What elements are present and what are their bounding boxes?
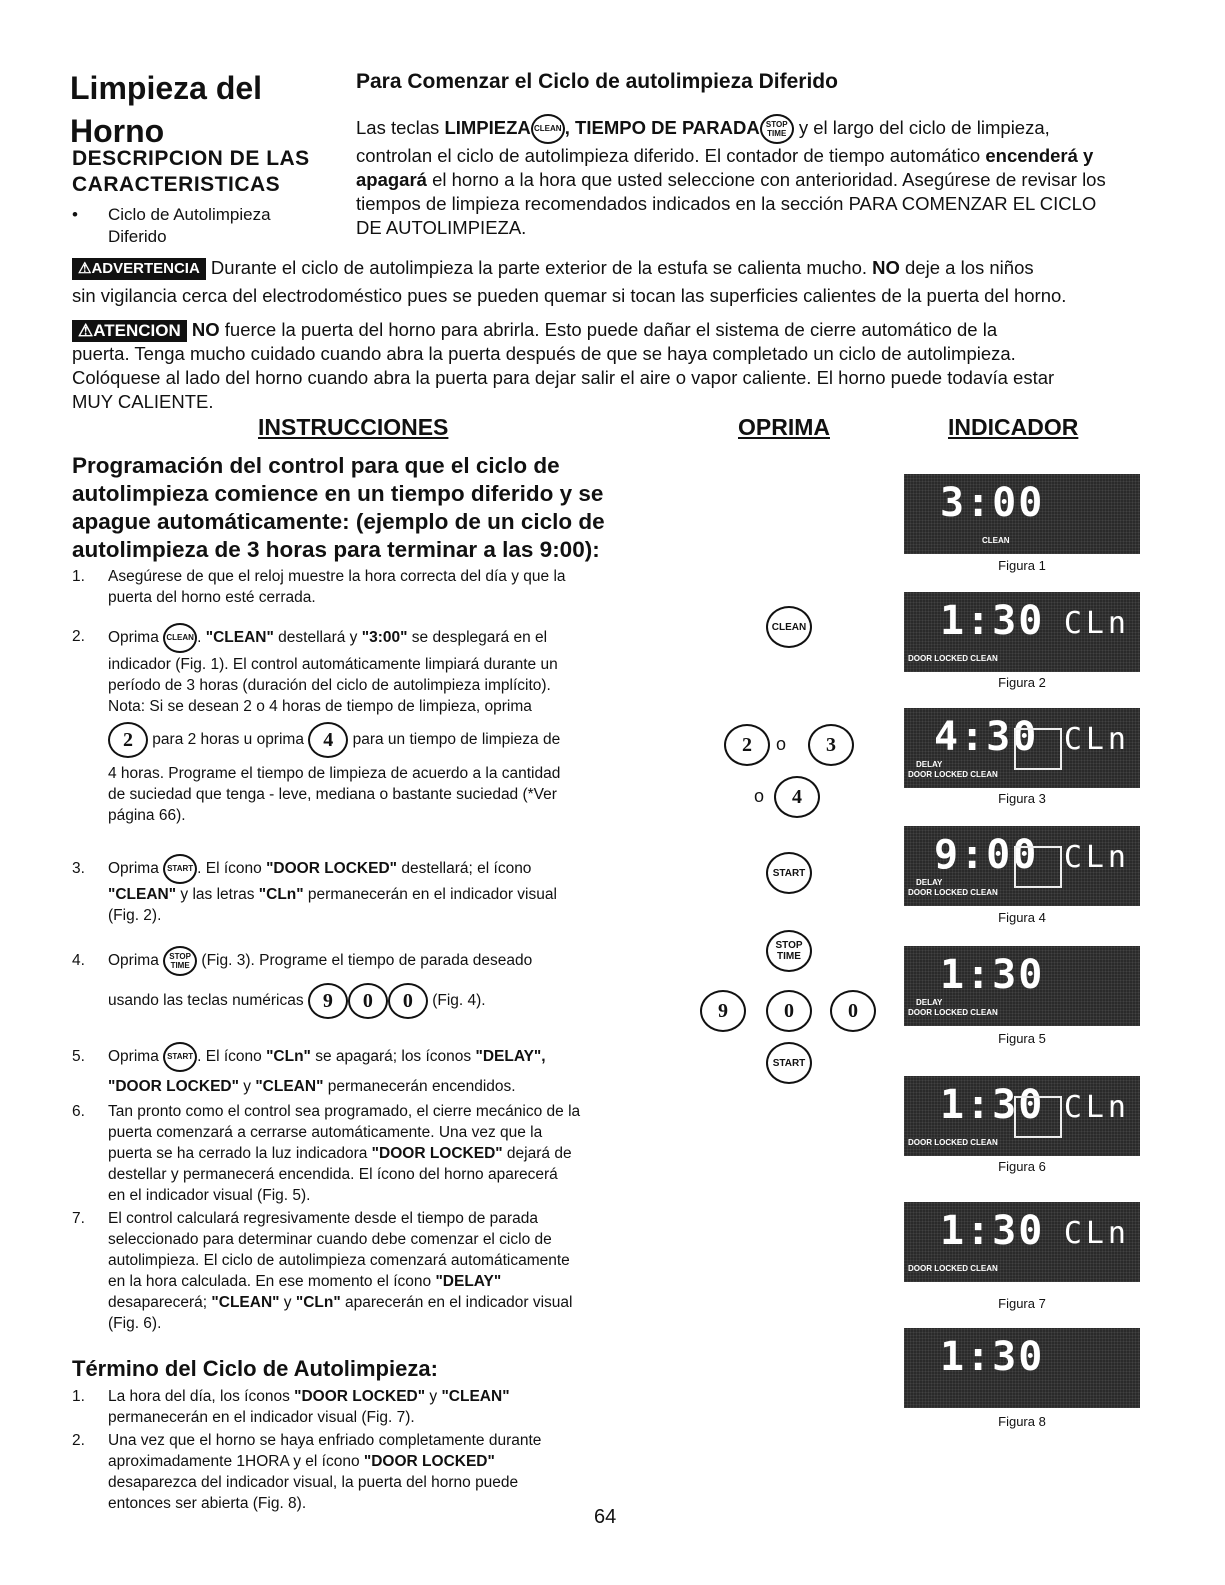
column-header-press: OPRIMA xyxy=(738,414,830,440)
display-figure-5 xyxy=(904,946,1140,1026)
display-icon-clean: CLEAN xyxy=(970,770,998,779)
step-number: 6. xyxy=(72,1103,85,1120)
step-line xyxy=(108,884,672,905)
column-header-instructions: INSTRUCCIONES xyxy=(258,414,449,440)
text: "CLEAN" xyxy=(441,1388,510,1405)
display-time: 1:30 xyxy=(940,1082,1045,1128)
warning-triangle-icon: ⚠ xyxy=(78,321,94,341)
text: y xyxy=(238,1078,256,1096)
step-2 xyxy=(72,622,672,826)
text: en la hora calculada. En ese momento el ícono xyxy=(108,1273,436,1290)
step-line xyxy=(108,1451,672,1472)
text: Oprima xyxy=(108,860,164,878)
step-number: 5. xyxy=(72,1048,85,1065)
text: y las letras xyxy=(176,886,259,904)
program-heading xyxy=(72,452,605,564)
intro-line: DE AUTOLIMPIEZA. xyxy=(356,217,527,239)
step-number: 4. xyxy=(72,952,85,969)
start-key-icon: START xyxy=(163,854,197,884)
list-item-line: Diferido xyxy=(108,227,167,246)
text: "DELAY", xyxy=(475,1048,546,1066)
text: desaparecerá; xyxy=(108,1294,212,1311)
step-line: desaparezca del indicador visual, la puerta del horno puede xyxy=(108,1474,519,1491)
text: (Fig. 4). xyxy=(427,992,486,1009)
text: NO xyxy=(191,319,220,340)
display-icon-door-locked: DOOR LOCKED xyxy=(908,654,968,663)
text: NO xyxy=(872,257,900,278)
text: "DOOR LOCKED" xyxy=(371,1145,503,1162)
step-line: Una vez que el horno se haya enfriado completamente durante xyxy=(108,1432,542,1449)
end-heading: Término del Ciclo de Autolimpieza: xyxy=(72,1356,438,1381)
step-line xyxy=(108,622,672,654)
step-line xyxy=(108,1271,672,1292)
display-figure-1 xyxy=(904,474,1140,554)
step-line xyxy=(108,1386,672,1407)
display-icons xyxy=(908,1264,998,1273)
text: dejará de xyxy=(502,1145,572,1162)
features-list xyxy=(72,204,271,248)
list-item-line: Ciclo de Autolimpieza xyxy=(108,205,271,224)
number-key-0-icon: 0 xyxy=(348,983,388,1019)
text: aproximadamente 1HORA y el ícono xyxy=(108,1453,364,1470)
end-step-2 xyxy=(72,1430,672,1514)
caution-badge xyxy=(72,320,187,342)
text: puerta se ha cerrado la luz indicadora xyxy=(108,1145,372,1162)
text: controlan el ciclo de autolimpieza diferido. El contador de tiempo automático xyxy=(356,145,986,167)
warning-badge xyxy=(72,258,206,280)
heading-line: autolimpieza comience en un tiempo diferido y se xyxy=(72,481,604,506)
number-key-2-icon: 2 xyxy=(108,722,148,758)
text: y xyxy=(425,1388,442,1405)
step-6 xyxy=(72,1101,672,1206)
display-icons xyxy=(908,1008,998,1017)
display-icon-clean: CLEAN xyxy=(970,1008,998,1017)
step-5 xyxy=(72,1042,672,1097)
text: para 2 horas u oprima xyxy=(148,731,309,748)
key-label: STOP xyxy=(775,940,803,951)
number-key-9-icon: 9 xyxy=(308,983,348,1019)
figure-caption: Figura 6 xyxy=(998,1159,1046,1174)
text: aparecerán en el indicador visual xyxy=(340,1294,573,1311)
text: para un tiempo de limpieza de xyxy=(348,731,561,748)
text: destellará y xyxy=(273,629,362,646)
caution-line: puerta. Tenga mucho cuidado cuando abra la puerta después de que se haya completado un ciclo de autolimpieza. xyxy=(72,343,1016,365)
column-header-indicator: INDICADOR xyxy=(948,414,1079,440)
text: destellará; el ícono xyxy=(397,860,532,878)
heading-line: apague automáticamente: (ejemplo de un ciclo de xyxy=(72,509,605,534)
key-label: STOP xyxy=(765,120,788,130)
stop-time-key-icon xyxy=(760,114,794,144)
display-time: 1:30 xyxy=(940,598,1045,644)
display-figure-7 xyxy=(904,1202,1140,1282)
step-number: 1. xyxy=(72,568,85,585)
step-3 xyxy=(72,854,672,926)
warning-line xyxy=(72,256,1172,280)
text: "CLEAN" xyxy=(205,629,274,646)
text: se apagará; los íconos xyxy=(310,1048,476,1066)
intro-line xyxy=(356,168,1156,192)
oven-icon xyxy=(1014,1096,1062,1138)
step-7 xyxy=(72,1208,672,1334)
display-time: 1:30 xyxy=(940,1208,1045,1254)
text: "DOOR LOCKED" xyxy=(363,1453,495,1470)
oven-icon xyxy=(1014,728,1062,770)
bullet-icon: • xyxy=(72,205,78,224)
number-key-4-icon: 4 xyxy=(774,776,820,818)
step-4 xyxy=(72,944,672,1024)
step-line: El control calculará regresivamente desde el tiempo de parada xyxy=(108,1210,538,1227)
stop-time-key-icon xyxy=(163,946,197,976)
clean-key-icon: CLEAN xyxy=(163,623,197,653)
step-line: 4 horas. Programe el tiempo de limpieza de acuerdo a la cantidad xyxy=(108,765,561,782)
text: y el largo del ciclo de limpieza, xyxy=(793,117,1050,138)
figure-caption: Figura 4 xyxy=(998,910,1046,925)
text: "DELAY" xyxy=(435,1273,502,1290)
caution-line xyxy=(72,318,1172,342)
display-icon-door-locked: DOOR LOCKED xyxy=(908,1138,968,1147)
text: encenderá y xyxy=(985,145,1094,167)
step-line: entonces ser abierta (Fig. 8). xyxy=(108,1495,307,1512)
display-cln: CLn xyxy=(1063,722,1130,757)
number-key-0-icon: 0 xyxy=(766,990,812,1032)
text: usando las teclas numéricas xyxy=(108,992,308,1009)
step-line xyxy=(108,1292,672,1313)
display-icons xyxy=(908,1138,998,1147)
display-icons xyxy=(908,770,998,779)
end-step-1 xyxy=(72,1386,672,1428)
clean-key-icon: CLEAN xyxy=(531,114,565,144)
features-heading-line: CARACTERISTICAS xyxy=(72,173,281,196)
key-label: TIME xyxy=(777,951,801,962)
key-label: TIME xyxy=(767,129,787,139)
text: (Fig. 3). Programe el tiempo de parada deseado xyxy=(197,952,533,969)
intro-line xyxy=(356,114,1156,144)
step-line: (Fig. 6). xyxy=(108,1315,162,1332)
text: "CLn" xyxy=(266,1048,311,1066)
step-number: 2. xyxy=(72,1432,85,1449)
step-line: puerta comenzará a cerrarse automáticamente. Una vez que la xyxy=(108,1124,543,1141)
step-line: Tan pronto como el control sea programado, el cierre mecánico de la xyxy=(108,1103,581,1120)
display-icon-door-locked: DOOR LOCKED xyxy=(908,770,968,779)
display-icon-delay: DELAY xyxy=(916,760,943,769)
page-title xyxy=(70,68,262,151)
text: permanecerán encendidos. xyxy=(323,1078,516,1096)
step-number: 3. xyxy=(72,860,85,877)
display-figure-4 xyxy=(904,826,1140,906)
display-cln: CLn xyxy=(1063,840,1130,875)
number-key-4-icon: 4 xyxy=(308,722,348,758)
text: "DOOR LOCKED" xyxy=(108,1078,239,1096)
text: Oprima xyxy=(108,1048,164,1066)
text: . El ícono xyxy=(197,1048,267,1066)
number-key-0-icon: 0 xyxy=(830,990,876,1032)
display-icon-delay: DELAY xyxy=(916,878,943,887)
title-line: Horno xyxy=(70,113,165,149)
figure-caption: Figura 1 xyxy=(998,558,1046,573)
features-heading xyxy=(72,146,310,198)
heading-line: Programación del control para que el ciclo de xyxy=(72,453,560,478)
display-figure-3 xyxy=(904,708,1140,788)
number-key-3-icon: 3 xyxy=(808,724,854,766)
display-time: 3:00 xyxy=(940,480,1045,526)
step-line: período de 3 horas (duración del ciclo de autolimpieza implícito). xyxy=(108,677,551,694)
list-item xyxy=(108,204,271,248)
key-label: TIME xyxy=(170,960,190,970)
display-cln: CLn xyxy=(1063,1216,1130,1251)
start-key-icon: START xyxy=(766,1042,812,1084)
step-line xyxy=(108,944,672,978)
display-icons xyxy=(908,888,998,897)
figure-caption: Figura 2 xyxy=(998,675,1046,690)
display-time: 9:00 xyxy=(934,832,1039,878)
text: "CLn" xyxy=(258,886,304,904)
warning-triangle-icon: ⚠ xyxy=(78,260,92,278)
or-text: o xyxy=(754,786,765,806)
text: "CLn" xyxy=(295,1294,341,1311)
step-line: Asegúrese de que el reloj muestre la hora correcta del día y que la xyxy=(108,568,566,585)
step-line xyxy=(108,1076,672,1097)
or-text: o xyxy=(776,734,787,754)
step-line xyxy=(108,1143,672,1164)
oven-icon xyxy=(1014,846,1062,888)
number-key-0-icon: 0 xyxy=(388,983,428,1019)
clean-key-icon: CLEAN xyxy=(766,606,812,648)
text: "3:00" xyxy=(361,629,408,646)
intro-heading: Para Comenzar el Ciclo de autolimpieza Diferido xyxy=(356,70,838,93)
step-line: destellar y permanecerá encendida. El ícono del horno aparecerá xyxy=(108,1166,558,1183)
figure-caption: Figura 8 xyxy=(998,1414,1046,1429)
text: apagará xyxy=(356,169,427,191)
number-key-2-icon: 2 xyxy=(724,724,770,766)
display-cln: CLn xyxy=(1063,606,1130,641)
text: se desplegará en el xyxy=(407,629,548,646)
step-line xyxy=(108,978,672,1024)
text: . xyxy=(197,629,206,646)
display-cln: CLn xyxy=(1063,1090,1130,1125)
warning-block xyxy=(72,256,1172,308)
step-line: en el indicador visual (Fig. 5). xyxy=(108,1187,311,1204)
text: Oprima xyxy=(108,629,164,646)
display-icon-door-locked: DOOR LOCKED xyxy=(908,1264,968,1273)
display-figure-8 xyxy=(904,1328,1140,1408)
step-line: indicador (Fig. 1). El control automáticamente limpiará durante un xyxy=(108,656,558,673)
number-key-9-icon: 9 xyxy=(700,990,746,1032)
badge-text: ADVERTENCIA xyxy=(91,260,200,278)
display-figure-2 xyxy=(904,592,1140,672)
intro-line: tiempos de limpieza recomendados indicados en la sección PARA COMENZAR EL CICLO xyxy=(356,193,1097,215)
step-line: (Fig. 2). xyxy=(108,907,162,925)
caution-line: Colóquese al lado del horno cuando abra la puerta para dejar salir el aire o vapor caliente. El horno puede todavía estar xyxy=(72,367,1055,389)
text: "DOOR LOCKED" xyxy=(266,860,398,878)
step-line xyxy=(108,1042,672,1072)
text: LIMPIEZA xyxy=(444,117,531,138)
step-number: 2. xyxy=(72,628,85,645)
start-key-icon: START xyxy=(766,852,812,894)
display-figure-6 xyxy=(904,1076,1140,1156)
step-line: página 66). xyxy=(108,807,186,824)
text: "CLEAN" xyxy=(255,1078,324,1096)
intro-paragraph xyxy=(356,114,1156,240)
text: "CLEAN" xyxy=(108,886,177,904)
step-line: seleccionado para determinar cuando debe comenzar el ciclo de xyxy=(108,1231,552,1248)
text: Oprima xyxy=(108,952,164,969)
display-time: 4:30 xyxy=(934,714,1039,760)
figure-caption: Figura 5 xyxy=(998,1031,1046,1046)
text: "CLEAN" xyxy=(211,1294,280,1311)
text: permanecerán en el indicador visual xyxy=(303,886,557,904)
page-number: 64 xyxy=(594,1506,617,1528)
text: "DOOR LOCKED" xyxy=(294,1388,426,1405)
display-icon-door-locked: DOOR LOCKED xyxy=(908,888,968,897)
text: Las teclas xyxy=(356,117,445,138)
step-line xyxy=(108,854,672,884)
text: Durante el ciclo de autolimpieza la parte exterior de la estufa se calienta mucho. xyxy=(205,257,873,278)
display-icon-clean: CLEAN xyxy=(970,888,998,897)
display-time: 1:30 xyxy=(940,1334,1045,1380)
start-key-icon: START xyxy=(163,1042,197,1072)
features-heading-line: DESCRIPCION DE LAS xyxy=(72,147,310,170)
caution-line: MUY CALIENTE. xyxy=(72,391,214,413)
warning-line: sin vigilancia cerca del electrodoméstico pues se pueden quemar si tocan las superficies calientes de la puerta del horno. xyxy=(72,285,1067,307)
display-icon-door-locked: DOOR LOCKED xyxy=(908,1008,968,1017)
badge-text: ATENCION xyxy=(93,321,181,341)
heading-line: autolimpieza de 3 horas para terminar a las 9:00): xyxy=(72,537,600,562)
figure-caption: Figura 3 xyxy=(998,791,1046,806)
step-1 xyxy=(72,566,672,608)
text: el horno a la hora que usted seleccione con anterioridad. Asegúrese de revisar los xyxy=(426,169,1106,191)
step-line xyxy=(108,717,672,763)
step-line: permanecerán en el indicador visual (Fig. 7). xyxy=(108,1409,415,1426)
step-line: de suciedad que tenga - leve, mediana o bastante suciedad (*Ver xyxy=(108,786,557,803)
step-number: 7. xyxy=(72,1210,85,1227)
display-icon-clean: CLEAN xyxy=(970,1264,998,1273)
step-number: 1. xyxy=(72,1388,85,1405)
stop-time-key-icon xyxy=(766,930,812,972)
text: y xyxy=(279,1294,296,1311)
text: , TIEMPO DE PARADA xyxy=(564,117,760,138)
text: deje a los niños xyxy=(899,257,1034,278)
step-line: autolimpieza. El ciclo de autolimpieza comenzará automáticamente xyxy=(108,1252,570,1269)
display-icon-clean: CLEAN xyxy=(970,1138,998,1147)
text: La hora del día, los íconos xyxy=(108,1388,295,1405)
display-icons xyxy=(908,654,998,663)
display-icon-clean: CLEAN xyxy=(970,654,998,663)
step-line: puerta del horno esté cerrada. xyxy=(108,589,316,606)
key-label: STOP xyxy=(169,951,191,961)
display-icon-clean: CLEAN xyxy=(982,536,1010,545)
figure-caption: Figura 7 xyxy=(998,1296,1046,1311)
caution-block xyxy=(72,318,1172,414)
display-icon-delay: DELAY xyxy=(916,998,943,1007)
step-line: Nota: Si se desean 2 o 4 horas de tiempo de limpieza, oprima xyxy=(108,698,532,715)
title-line: Limpieza del xyxy=(70,70,263,106)
display-time: 1:30 xyxy=(940,952,1045,998)
intro-line xyxy=(356,144,1156,168)
text: fuerce la puerta del horno para abrirla. Esto puede dañar el sistema de cierre automático de la xyxy=(219,319,998,340)
text: . El ícono xyxy=(197,860,267,878)
